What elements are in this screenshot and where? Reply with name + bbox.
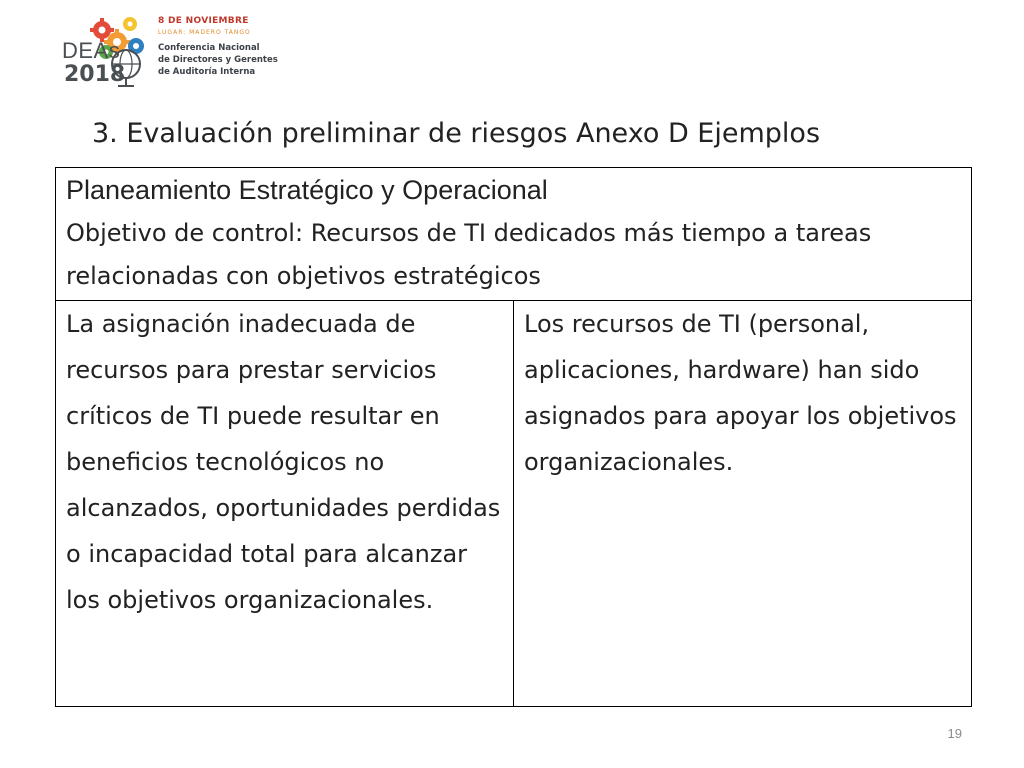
slide-title: 3. Evaluación preliminar de riesgos Anexo D Ejemplos [92,118,821,149]
control-cell: Los recursos de TI (personal, aplicaciones, hardware) han sido asignados para apoyar los objetivos organizacionales. [514,301,972,707]
event-date: 8 DE NOVIEMBRE [158,16,249,26]
risk-cell: La asignación inadecuada de recursos para prestar servicios críticos de TI puede resultar en beneficios tecnológicos no alcanzados, oportunidades perdidas o incapacidad total para alcanzar los objetivos organizacionales. [56,301,514,707]
header-title: Planeamiento Estratégico y Operacional [66,175,548,205]
logo-year: 2018 [64,62,126,87]
table-row [56,301,972,707]
risk-table [55,167,972,707]
conference-name [158,42,323,78]
conference-logo [60,12,320,92]
yellow-gear-icon [123,17,137,31]
conference-line: Conferencia Nacional [158,43,260,53]
page-number: 19 [947,726,962,741]
event-place: LUGAR: MADERO TANGO [158,29,251,36]
conference-line: de Directores y Gerentes [158,55,278,65]
logo-brand: DEAs [62,38,121,63]
table-header-row [56,168,972,301]
header-objective: Objetivo de control: Recursos de TI dedicados más tiempo a tareas relacionadas con objetivos estratégicos [66,219,872,290]
logo-info [158,16,323,78]
conference-line: de Auditoría Interna [158,67,256,77]
table-header-cell [56,168,972,301]
